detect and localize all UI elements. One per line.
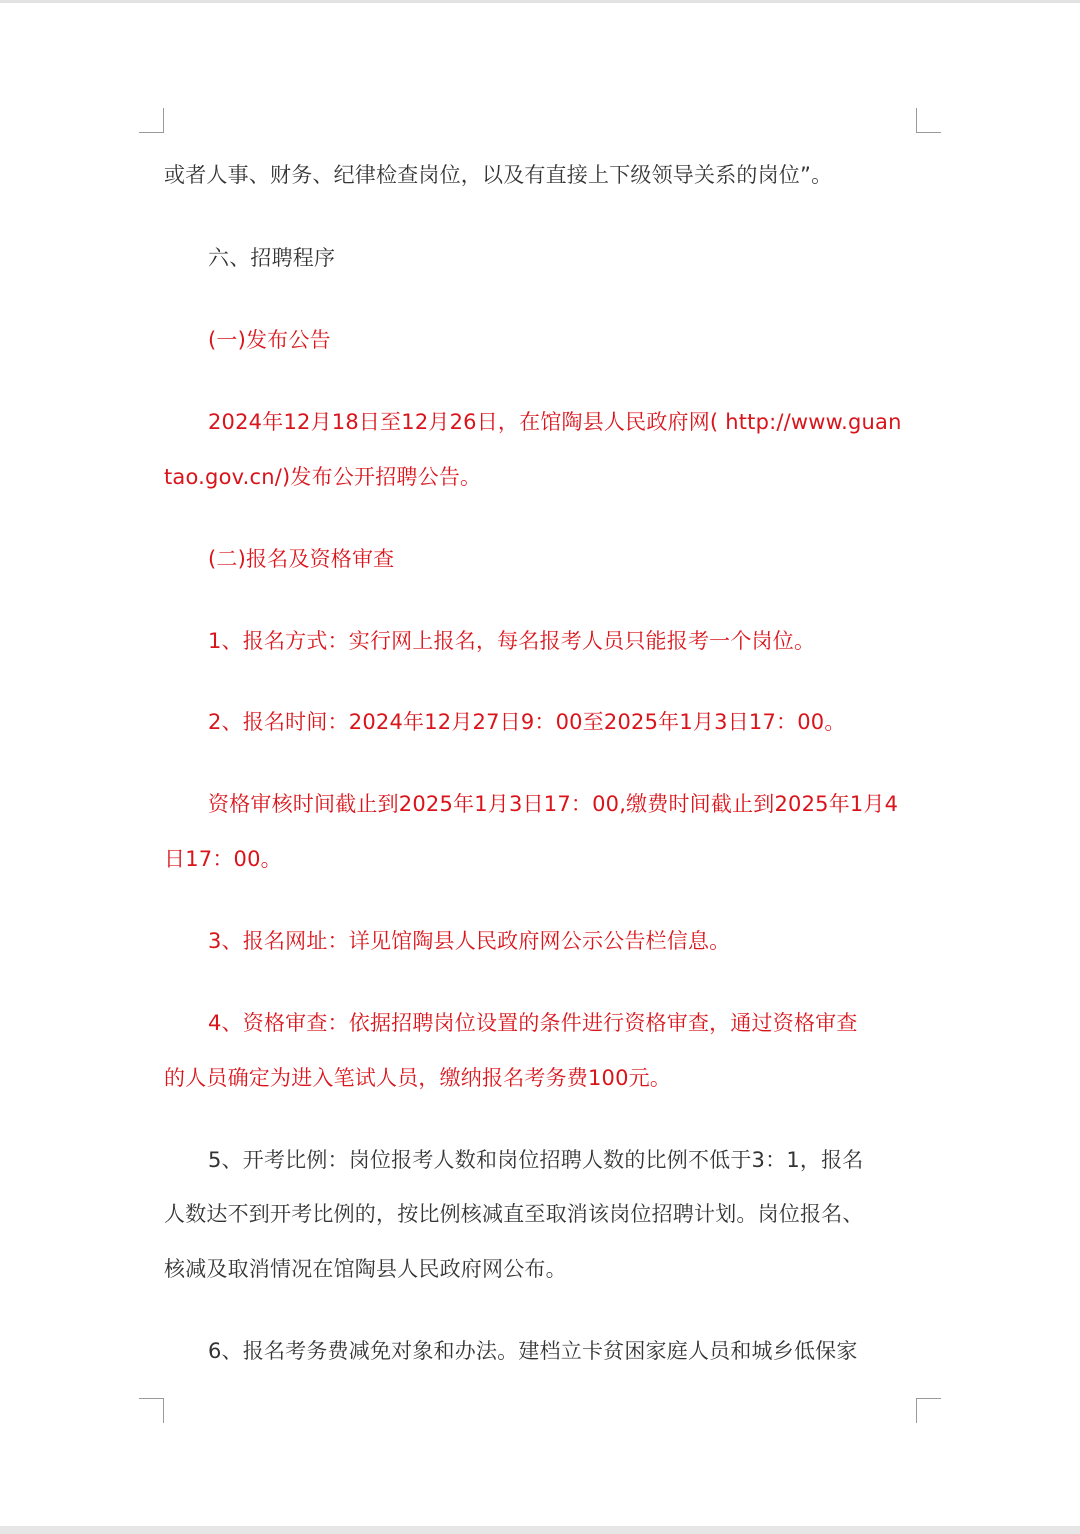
subsection-heading: (二)报名及资格审查 [208, 547, 395, 571]
text-line: 核减及取消情况在馆陶县人民政府网公布。 [164, 1257, 567, 1281]
text-line: 5、开考比例：岗位报考人数和岗位招聘人数的比例不低于3：1，报名 [208, 1148, 864, 1172]
page-top-edge [0, 0, 1080, 3]
text-line: 4、资格审查：依据招聘岗位设置的条件进行资格审查，通过资格审查 [208, 1011, 858, 1035]
text-line: 6、报名考务费减免对象和办法。建档立卡贫困家庭人员和城乡低保家 [208, 1339, 858, 1363]
text-line: 人数达不到开考比例的，按比例核减直至取消该岗位招聘计划。岗位报名、 [164, 1202, 864, 1226]
text-line: 或者人事、财务、纪律检查岗位，以及有直接上下级领导关系的岗位”。 [164, 163, 833, 187]
subsection-heading: (一)发布公告 [208, 328, 331, 352]
text-line: 3、报名网址：详见馆陶县人民政府网公示公告栏信息。 [208, 929, 731, 953]
text-line: 的人员确定为进入笔试人员，缴纳报名考务费100元。 [164, 1066, 672, 1090]
section-heading: 六、招聘程序 [208, 246, 336, 270]
text-line: 日17：00。 [164, 847, 282, 871]
text-line: tao.gov.cn/)发布公开招聘公告。 [164, 465, 482, 489]
crop-mark-top-left [139, 108, 164, 133]
crop-mark-top-right [916, 108, 941, 133]
text-line: 资格审核时间截止到2025年1月3日17：00,缴费时间截止到2025年1月4 [208, 792, 899, 816]
text-line: 2024年12月18日至12月26日，在馆陶县人民政府网( http://www.guan [208, 410, 902, 434]
page-bottom-edge [0, 1526, 1080, 1534]
text-line: 1、报名方式：实行网上报名，每名报考人员只能报考一个岗位。 [208, 629, 816, 653]
crop-mark-bottom-left [139, 1398, 164, 1423]
crop-mark-bottom-right [916, 1398, 941, 1423]
text-line: 2、报名时间：2024年12月27日9：00至2025年1月3日17：00。 [208, 710, 846, 734]
